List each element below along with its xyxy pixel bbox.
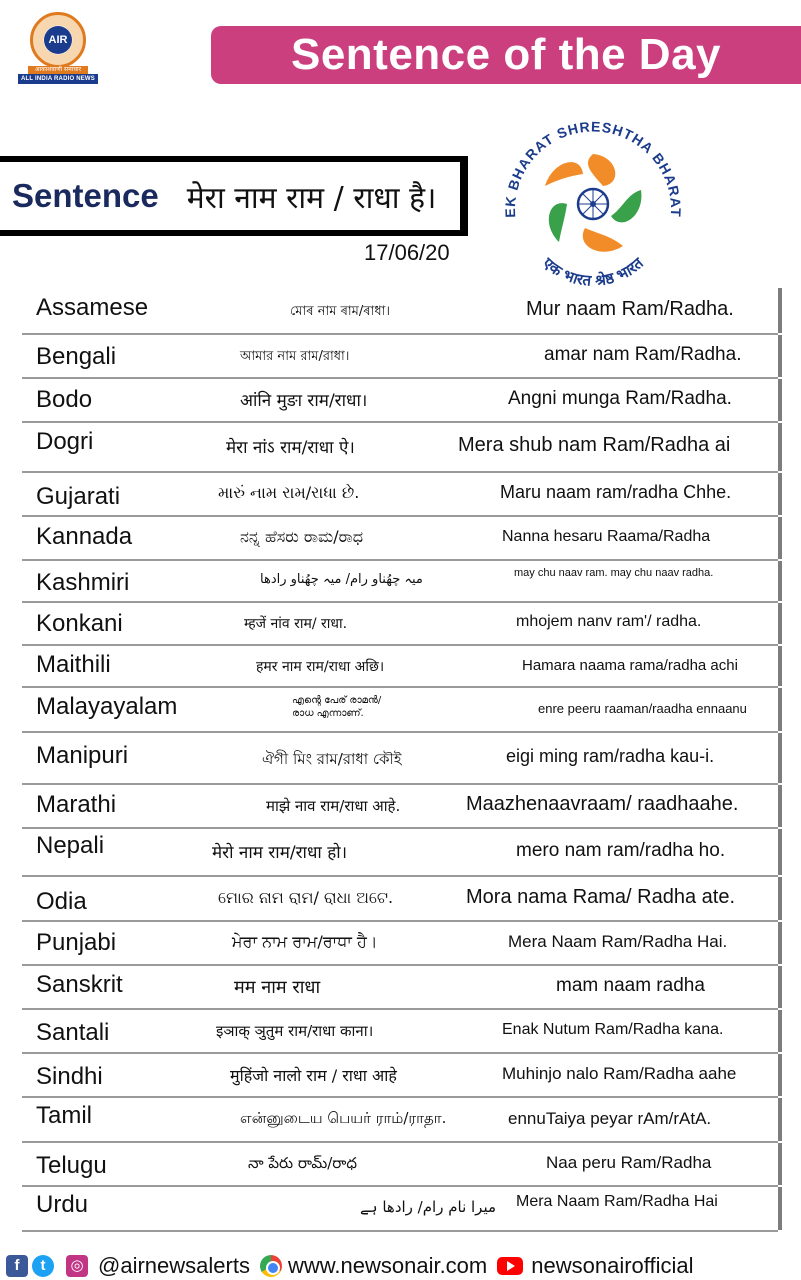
native-script-text: ನನ್ನ ಹೆಸರು ರಾಮ/ರಾಧ [240,527,364,546]
sentence-box [0,156,468,236]
native-script-text: আমার নাম রাম/রাধা। [240,349,350,365]
table-row [22,646,778,688]
language-name: Sindhi [36,1063,103,1090]
native-script-text: મારું નામ રામ/રાધા છે. [218,483,360,502]
table-row [22,733,778,785]
instagram-icon[interactable]: ◎ [66,1255,88,1277]
website-link[interactable]: www.newsonair.com [287,1253,488,1278]
language-name: Punjabi [36,929,117,956]
air-logo-hindi-text: आकाशवाणी समाचार [34,66,82,73]
language-name: Marathi [36,791,117,818]
native-script-text: എന്റെ പേര് രാമൻ/ രാധ എന്നാണ്. [292,695,382,719]
language-name: Tamil [36,1102,93,1129]
native-script-text: इञाक् ञुतुम राम/राधा काना। [216,1021,374,1040]
table-row [22,688,778,733]
table-row [22,561,778,603]
table-row [22,966,778,1010]
row-shadow [778,1098,782,1141]
native-script-text: मेरा नांऽ राम/राधा ऐ। [226,438,355,459]
language-name: Assamese [36,294,149,321]
ebsb-logo [498,112,688,302]
romanized-text: Enak Nutum Ram/Radha kana. [502,1020,724,1038]
romanized-text: Maru naam ram/radha Chhe. [500,482,732,503]
romanized-text: Mera Naam Ram/Radha Hai. [508,932,728,952]
row-shadow [778,966,782,1008]
native-script-text: मुहिंजो नालो राम / राधा आहे [230,1066,397,1085]
language-name: Konkani [36,610,123,637]
native-script-text: నా పేరు రామ్/రాధ [248,1153,357,1172]
romanized-text: Mur naam Ram/Radha. [526,297,734,320]
romanized-text: Mera shub nam Ram/Radha ai [458,434,731,456]
table-row [22,785,778,829]
native-script-text: ମୋର ନାମ ରାମ/ ରାଧା ଅଟେ. [218,887,394,907]
twitter-icon[interactable]: t [32,1255,54,1277]
table-row [22,379,778,423]
row-shadow [778,733,782,783]
sentence-label: Sentence [12,177,159,214]
table-row [22,517,778,561]
native-script-text: میہ چھُناو رام/ میہ چھُناو رادھا [260,572,423,588]
romanized-text: eigi ming ram/radha kau-i. [506,746,715,767]
row-shadow [778,877,782,920]
row-shadow [778,1143,782,1185]
row-shadow [778,785,782,827]
romanized-text: Mora nama Rama/ Radha ate. [466,885,736,908]
table-row [22,473,778,517]
row-shadow [778,646,782,686]
air-logo-mark: AIR [44,26,72,54]
row-shadow [778,922,782,964]
row-shadow [778,1187,782,1230]
row-shadow [778,561,782,601]
romanized-text: mam naam radha [556,974,705,996]
table-row [22,829,778,877]
row-shadow [778,829,782,875]
row-shadow [778,603,782,644]
language-name: Urdu [36,1191,89,1218]
language-name: Maithili [36,651,111,678]
romanized-text: Naa peru Ram/Radha [546,1153,712,1173]
language-name: Odia [36,888,87,915]
table-row [22,922,778,966]
row-shadow [778,423,782,471]
language-name: Kashmiri [36,569,130,596]
native-script-text: ঐগী মিং রাম/রাধা কৌই [262,749,402,768]
title-banner [211,26,801,84]
svg-text:एक भारत श्रेष्ठ भारत [538,253,647,290]
ebsb-petals [545,154,641,252]
language-name: Dogri [36,428,94,455]
romanized-text: Muhinjo nalo Ram/Radha aahe [502,1064,737,1084]
row-shadow [778,379,782,421]
table-row [22,288,778,335]
air-logo-brand: ALL INDIA RADIO NEWS [18,74,98,84]
air-logo [18,12,98,82]
table-row [22,1143,778,1187]
table-row [22,1054,778,1098]
language-name: Sanskrit [36,971,123,998]
native-script-text: মোৰ নাম ৰাম/ৰাধা। [290,303,391,319]
youtube-icon[interactable] [497,1257,523,1275]
language-name: Telugu [36,1152,107,1179]
facebook-icon[interactable]: f [6,1255,28,1277]
row-shadow [778,1054,782,1096]
table-row [22,603,778,646]
romanized-text: mero nam ram/radha ho. [516,839,726,861]
twitter-handle[interactable]: @airnewsalerts [98,1253,250,1278]
romanized-text: may chu naav ram. may chu naav radha. [514,567,714,579]
romanized-text: Angni munga Ram/Radha. [508,387,732,409]
native-script-text: என்னுடைய பெயர் ராம்/ராதா. [240,1109,447,1128]
footer [0,1252,801,1280]
native-script-text: میرا نام رام/ رادھا ہے [360,1198,497,1217]
table-row [22,877,778,922]
table-row [22,1010,778,1054]
globe-icon [260,1255,282,1277]
sentence-inner [0,162,460,230]
native-script-text: मम नाम राधा [234,976,321,998]
date-label: 17/06/20 [364,240,450,265]
language-name: Kannada [36,523,133,550]
romanized-text: ennuTaiya peyar rAm/rAtA. [508,1108,712,1128]
language-name: Santali [36,1019,110,1046]
row-shadow [778,1010,782,1052]
language-name: Bodo [36,386,93,413]
native-script-text: हमर नाम राम/राधा अछि। [256,658,385,675]
romanized-text: Maazhenaavraam/ raadhaahe. [466,793,739,815]
row-shadow [778,473,782,515]
romanized-text: amar nam Ram/Radha. [544,343,742,365]
ebsb-hindi-text: एक भारत श्रेष्ठ भारत [539,254,647,290]
native-script-text: म्हजें नांव राम/ राधा. [244,616,348,632]
romanized-text: Hamara naama rama/radha achi [522,656,738,674]
language-name: Malayayalam [36,693,178,720]
youtube-channel[interactable]: newsonairofficial [531,1253,694,1278]
language-name: Nepali [36,832,105,859]
page-title: Sentence of the Day [290,30,722,79]
romanized-text: mhojem nanv ram'/ radha. [516,613,702,631]
row-shadow [778,288,782,333]
language-name: Gujarati [36,483,121,510]
air-logo-hindi-strip [28,66,88,74]
row-shadow [778,517,782,559]
native-script-text: माझे नाव राम/राधा आहे. [266,796,401,815]
native-script-text: मेरो नाम राम/राधा हो। [212,843,348,864]
air-logo-ring [30,12,86,68]
language-name: Bengali [36,343,117,370]
row-shadow [778,688,782,731]
romanized-text: Nanna hesaru Raama/Radha [502,527,711,545]
ebsb-arc-text: EK BHARAT SHRESHTHA BHARAT [501,118,685,218]
language-name: Manipuri [36,742,129,769]
table-row [22,1098,778,1143]
table-row [22,1187,778,1232]
native-script-text: ਮੇਰਾ ਨਾਮ ਰਾਮ/ਰਾਧਾ ਹੈ। [232,932,378,951]
sentence-text: मेरा नाम राम / राधा है। [186,180,437,216]
native-script-text: आंनि मुङा राम/राधा। [240,391,368,412]
table-row [22,335,778,379]
row-shadow [778,335,782,377]
romanized-text: enre peeru raaman/raadha ennaanu [538,701,747,717]
romanized-text: Mera Naam Ram/Radha Hai [516,1193,718,1210]
table-row [22,423,778,473]
